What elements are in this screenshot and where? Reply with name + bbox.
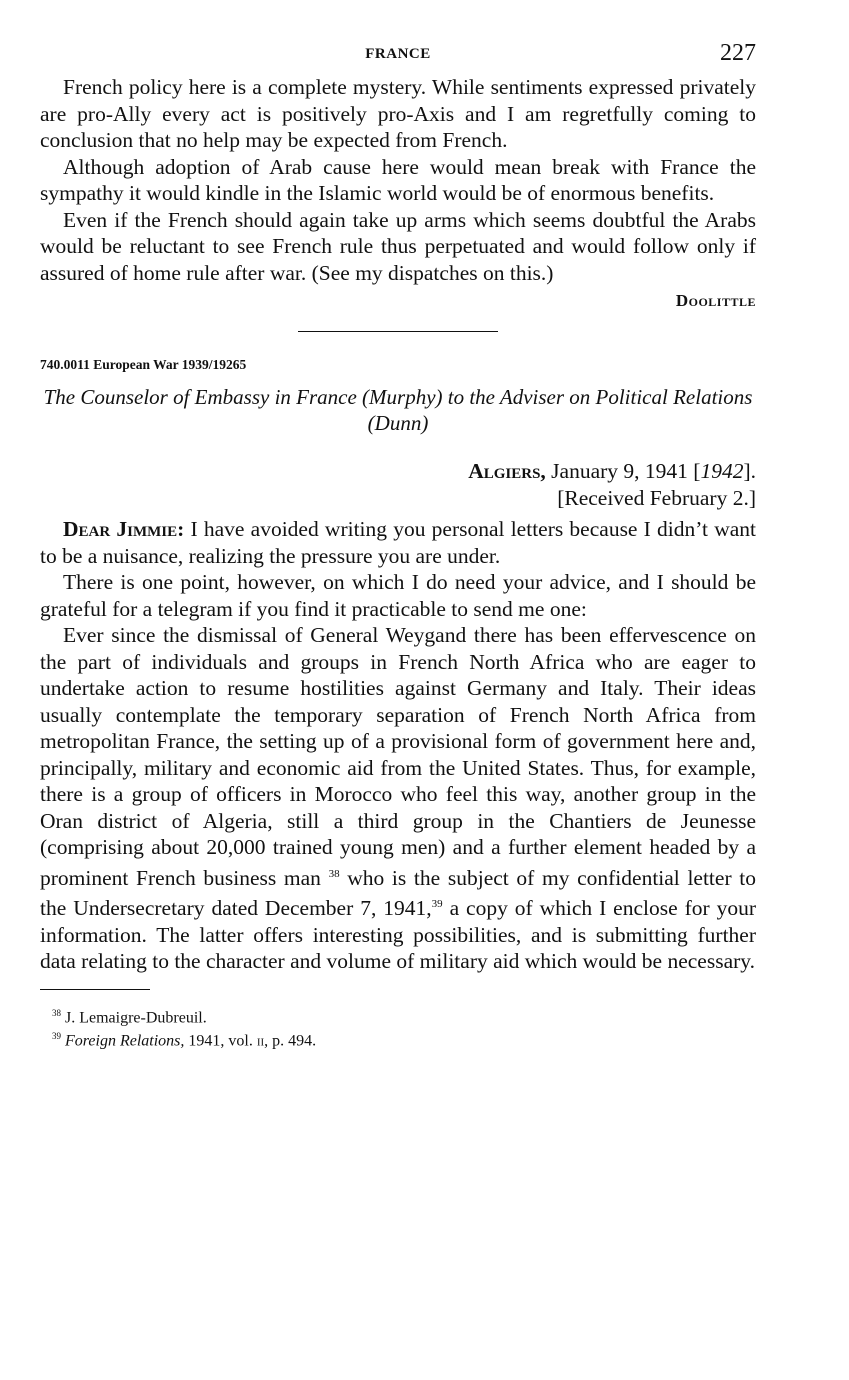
dateline-place: Algiers, <box>468 459 546 483</box>
footnote-mark: 38 <box>52 1007 61 1018</box>
letter-paragraph: There is one point, however, on which I do need your advice, and I should be grateful for a telegram if you find it practicable to send me one: <box>40 570 756 621</box>
telegram-paragraph: Even if the French should again take up arms which seems doubtful the Arabs would be reluctant to see French rule thus perpetuated and would follow only if assured of home rule after war. (See my dispatches on this.) <box>40 207 756 285</box>
footnote-source: Foreign Relations, <box>65 1032 185 1050</box>
telegram-paragraph: Although adoption of Arab cause here would mean break with France the sympathy it would kindle in the Islamic world would be of enormous benefits. <box>40 154 756 205</box>
file-reference: 740.0011 European War 1939/19265 <box>40 357 247 372</box>
running-head <box>40 40 756 74</box>
footnote-mark: 39 <box>52 1031 61 1042</box>
footnote-volume: ii <box>256 1032 265 1050</box>
page <box>40 40 756 1050</box>
letter-paragraph-text: Ever since the dismissal of General Weygand there has been effervescence on the part of individuals and groups in French North Africa who are eager to undertake action to resume hostilities against Germany and Italy. Their ideas usually contemplate the temporary separation of French North Africa from metropolitan France, the setting up of a provisional form of government here and, principally, military and economic aid from the United States. Thus, for example, there is a group of officers in Morocco who feel this way, another group in the Oran district of Algeria, still a third group in the Chantiers de Jeunesse (comprising about 20,000 trained young men) and a further element headed by a prominent French business man <box>40 623 756 890</box>
telegram-paragraph: French policy here is a complete mystery. While sentiments expressed privately are pro-Ally every act is positively pro-Axis and I am regretfully coming to conclusion that no help may be expected from French. <box>40 75 756 152</box>
letter-paragraph <box>40 622 756 975</box>
received-date: [Received February 2.] <box>557 486 756 510</box>
letter-paragraph-text: who is the subject of my confidential letter to the Undersecretary dated December 7, 1941, <box>40 865 756 921</box>
section-divider <box>298 331 498 332</box>
signature: Doolittle <box>675 291 756 310</box>
footnote-text: 1941, vol. <box>184 1032 257 1050</box>
letter-paragraph <box>40 516 756 569</box>
footnote-ref: 39 <box>431 898 443 911</box>
letter-paragraph-text: a copy of which I enclose for your information. The latter offers interesting possibilities, and is submitting further data relating to the character and volume of military aid which would be necessary. <box>40 896 756 974</box>
dateline-close: ]. <box>743 459 756 483</box>
salutation: Dear Jimmie: <box>63 517 185 541</box>
letter-paragraph-text: I have avoided writing you personal letters because I didn’t want to be a nuisance, realizing the pressure you are under. <box>40 517 756 568</box>
dateline <box>40 458 756 485</box>
footnote-divider <box>40 989 150 990</box>
footnote-pages: , p. 494. <box>264 1032 317 1050</box>
footnotes <box>40 1004 756 1051</box>
footnote-text: J. Lemaigre-Dubreuil. <box>65 1009 207 1027</box>
dateline-date: January 9, 1941 [ <box>545 459 701 483</box>
footnote <box>52 1027 756 1050</box>
footnote <box>52 1004 756 1027</box>
document-title: The Counselor of Embassy in France (Murphy) to the Adviser on Political Relations (Dunn) <box>43 385 753 435</box>
footnote-ref: 38 <box>328 867 340 880</box>
running-title: FRANCE <box>365 46 431 62</box>
page-number: 227 <box>720 40 756 66</box>
telegram-body <box>40 74 756 286</box>
dateline-correction: 1942 <box>700 459 744 483</box>
